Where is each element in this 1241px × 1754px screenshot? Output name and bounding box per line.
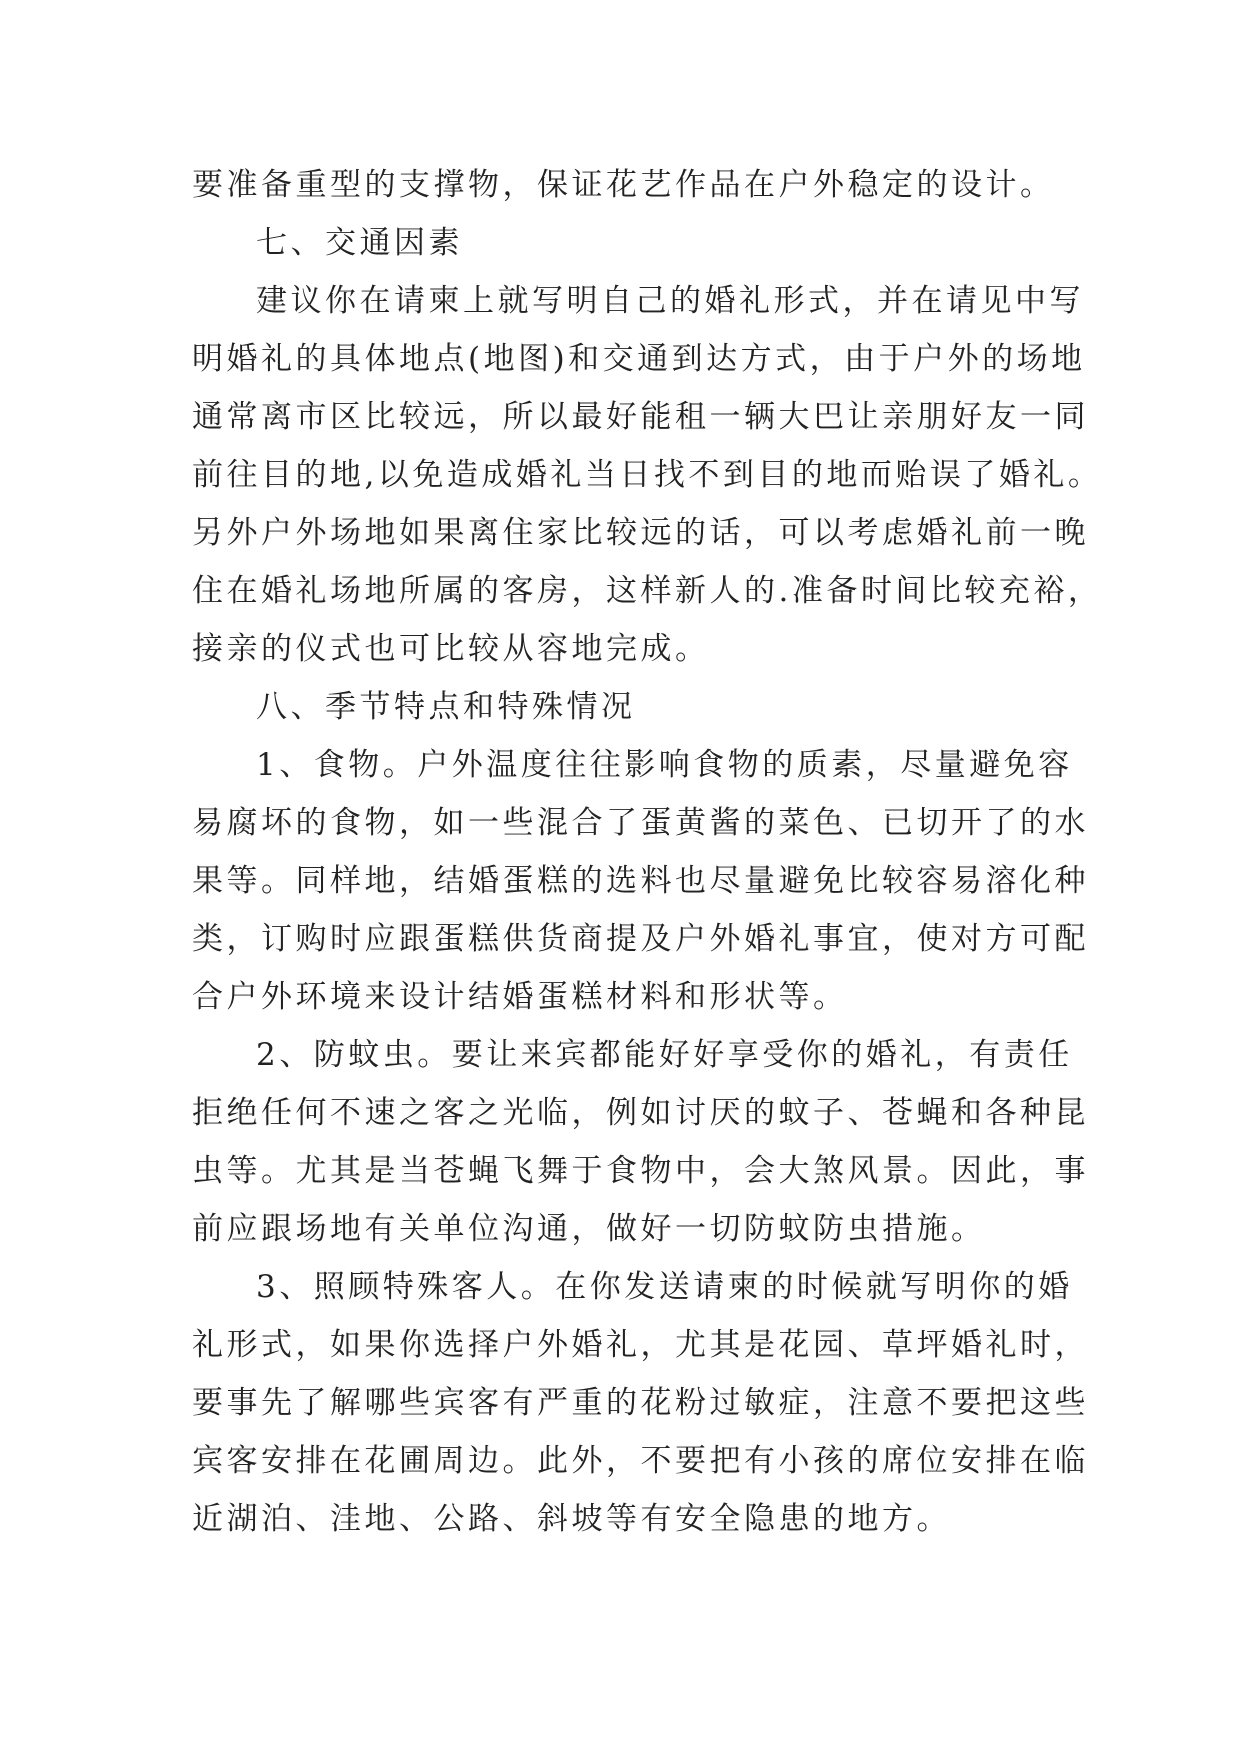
text-line: 合户外环境来设计结婚蛋糕材料和形状等。 xyxy=(192,979,848,1015)
text-line: 另外户外场地如果离住家比较远的话，可以考虑婚礼前一晚 xyxy=(192,515,1089,551)
text-line: 要事先了解哪些宾客有严重的花粉过敏症，注意不要把这些 xyxy=(192,1385,1089,1421)
text-line: 3、照顾特殊客人。在你发送请柬的时候就写明你的婚 xyxy=(256,1269,1073,1305)
document-body xyxy=(192,156,1103,1548)
text-line: 类，订购时应跟蛋糕供货商提及户外婚礼事宜，使对方可配 xyxy=(192,921,1089,957)
text-line: 通常离市区比较远，所以最好能租一辆大巴让亲朋好友一同 xyxy=(192,399,1089,435)
text-line: 住在婚礼场地所属的客房，这样新人的.准备时间比较充裕， xyxy=(192,573,1103,609)
text-line: 接亲的仪式也可比较从容地完成。 xyxy=(192,631,710,667)
text-line: 虫等。尤其是当苍蝇飞舞于食物中，会大煞风景。因此，事 xyxy=(192,1153,1089,1189)
text-line: 1、食物。户外温度往往影响食物的质素，尽量避免容 xyxy=(256,747,1073,783)
text-line: 近湖泊、洼地、公路、斜坡等有安全隐患的地方。 xyxy=(192,1501,951,1537)
text-line: 宾客安排在花圃周边。此外，不要把有小孩的席位安排在临 xyxy=(192,1443,1089,1479)
text-line: 前往目的地,以免造成婚礼当日找不到目的地而贻误了婚礼。 xyxy=(192,457,1103,493)
section-heading: 八、季节特点和特殊情况 xyxy=(256,689,636,725)
text-line: 礼形式，如果你选择户外婚礼，尤其是花园、草坪婚礼时， xyxy=(192,1327,1089,1363)
text-line: 拒绝任何不速之客之光临，例如讨厌的蚊子、苍蝇和各种昆 xyxy=(192,1095,1089,1131)
text-line: 前应跟场地有关单位沟通，做好一切防蚊防虫措施。 xyxy=(192,1211,986,1247)
text-line: 果等。同样地，结婚蛋糕的选料也尽量避免比较容易溶化种 xyxy=(192,863,1089,899)
section-heading: 七、交通因素 xyxy=(256,225,463,261)
text-line: 明婚礼的具体地点(地图)和交通到达方式，由于户外的场地 xyxy=(192,341,1086,377)
text-line: 易腐坏的食物，如一些混合了蛋黄酱的菜色、已切开了的水 xyxy=(192,805,1089,841)
text-line: 2、防蚊虫。要让来宾都能好好享受你的婚礼，有责任 xyxy=(256,1037,1073,1073)
text-line: 建议你在请柬上就写明自己的婚礼形式，并在请见中写 xyxy=(256,283,1084,319)
text-line: 要准备重型的支撑物，保证花艺作品在户外稳定的设计。 xyxy=(192,167,1055,203)
